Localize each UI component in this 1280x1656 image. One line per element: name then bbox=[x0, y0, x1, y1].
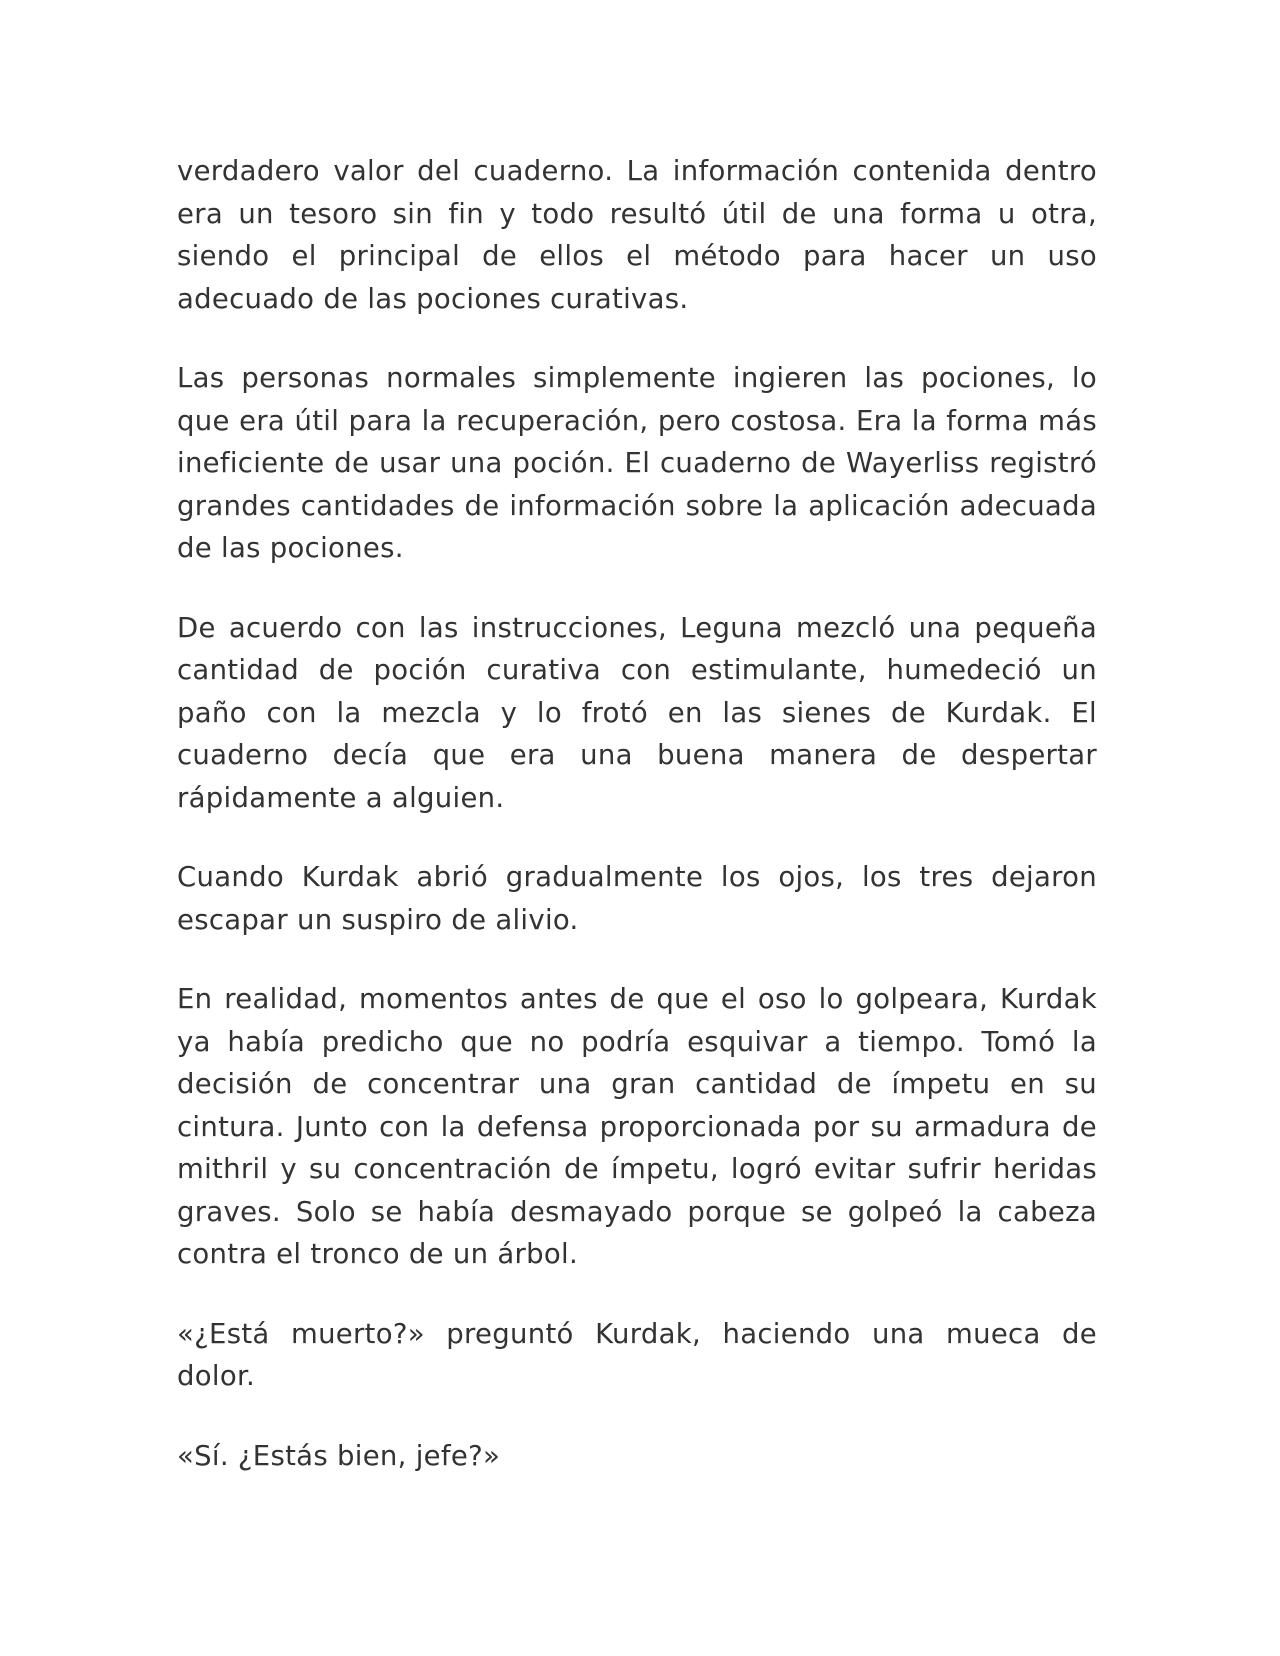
paragraph-2: Las personas normales simplemente ingieren las pociones, lo que era útil para la recuperación, pero costosa. Era la forma más ineficiente de usar una poción. El cuaderno de Wayerliss registró grandes cantidades de información sobre la aplicación adecuada de las pociones. bbox=[177, 362, 1097, 564]
paragraph-4: Cuando Kurdak abrió gradualmente los ojos, los tres dejaron escapar un suspiro de alivio. bbox=[177, 861, 1097, 936]
paragraph-6: «¿Está muerto?» preguntó Kurdak, haciendo una mueca de dolor. bbox=[177, 1317, 1097, 1392]
paragraph-7: «Sí. ¿Estás bien, jefe?» bbox=[177, 1439, 501, 1472]
paragraph-3: De acuerdo con las instrucciones, Leguna mezcló una pequeña cantidad de poción curativa con estimulante, humedeció un paño con la mezcla y lo frotó en las sienes de Kurdak. El cuaderno decía que era una buena manera de despertar rápidamente a alguien. bbox=[177, 611, 1097, 814]
document-body bbox=[177, 150, 1097, 1514]
paragraph-5: En realidad, momentos antes de que el oso lo golpeara, Kurdak ya había predicho que no podría esquivar a tiempo. Tomó la decisión de concentrar una gran cantidad de ímpetu en su cintura. Junto con la defensa proporcionada por su armadura de mithril y su concentración de ímpetu, logró evitar sufrir heridas graves. Solo se había desmayado porque se golpeó la cabeza contra el tronco de un árbol. bbox=[177, 983, 1097, 1270]
paragraph-1: verdadero valor del cuaderno. La información contenida dentro era un tesoro sin fin y todo resultó útil de una forma u otra, siendo el principal de ellos el método para hacer un uso adecuado de las pociones curativas. bbox=[177, 155, 1097, 315]
